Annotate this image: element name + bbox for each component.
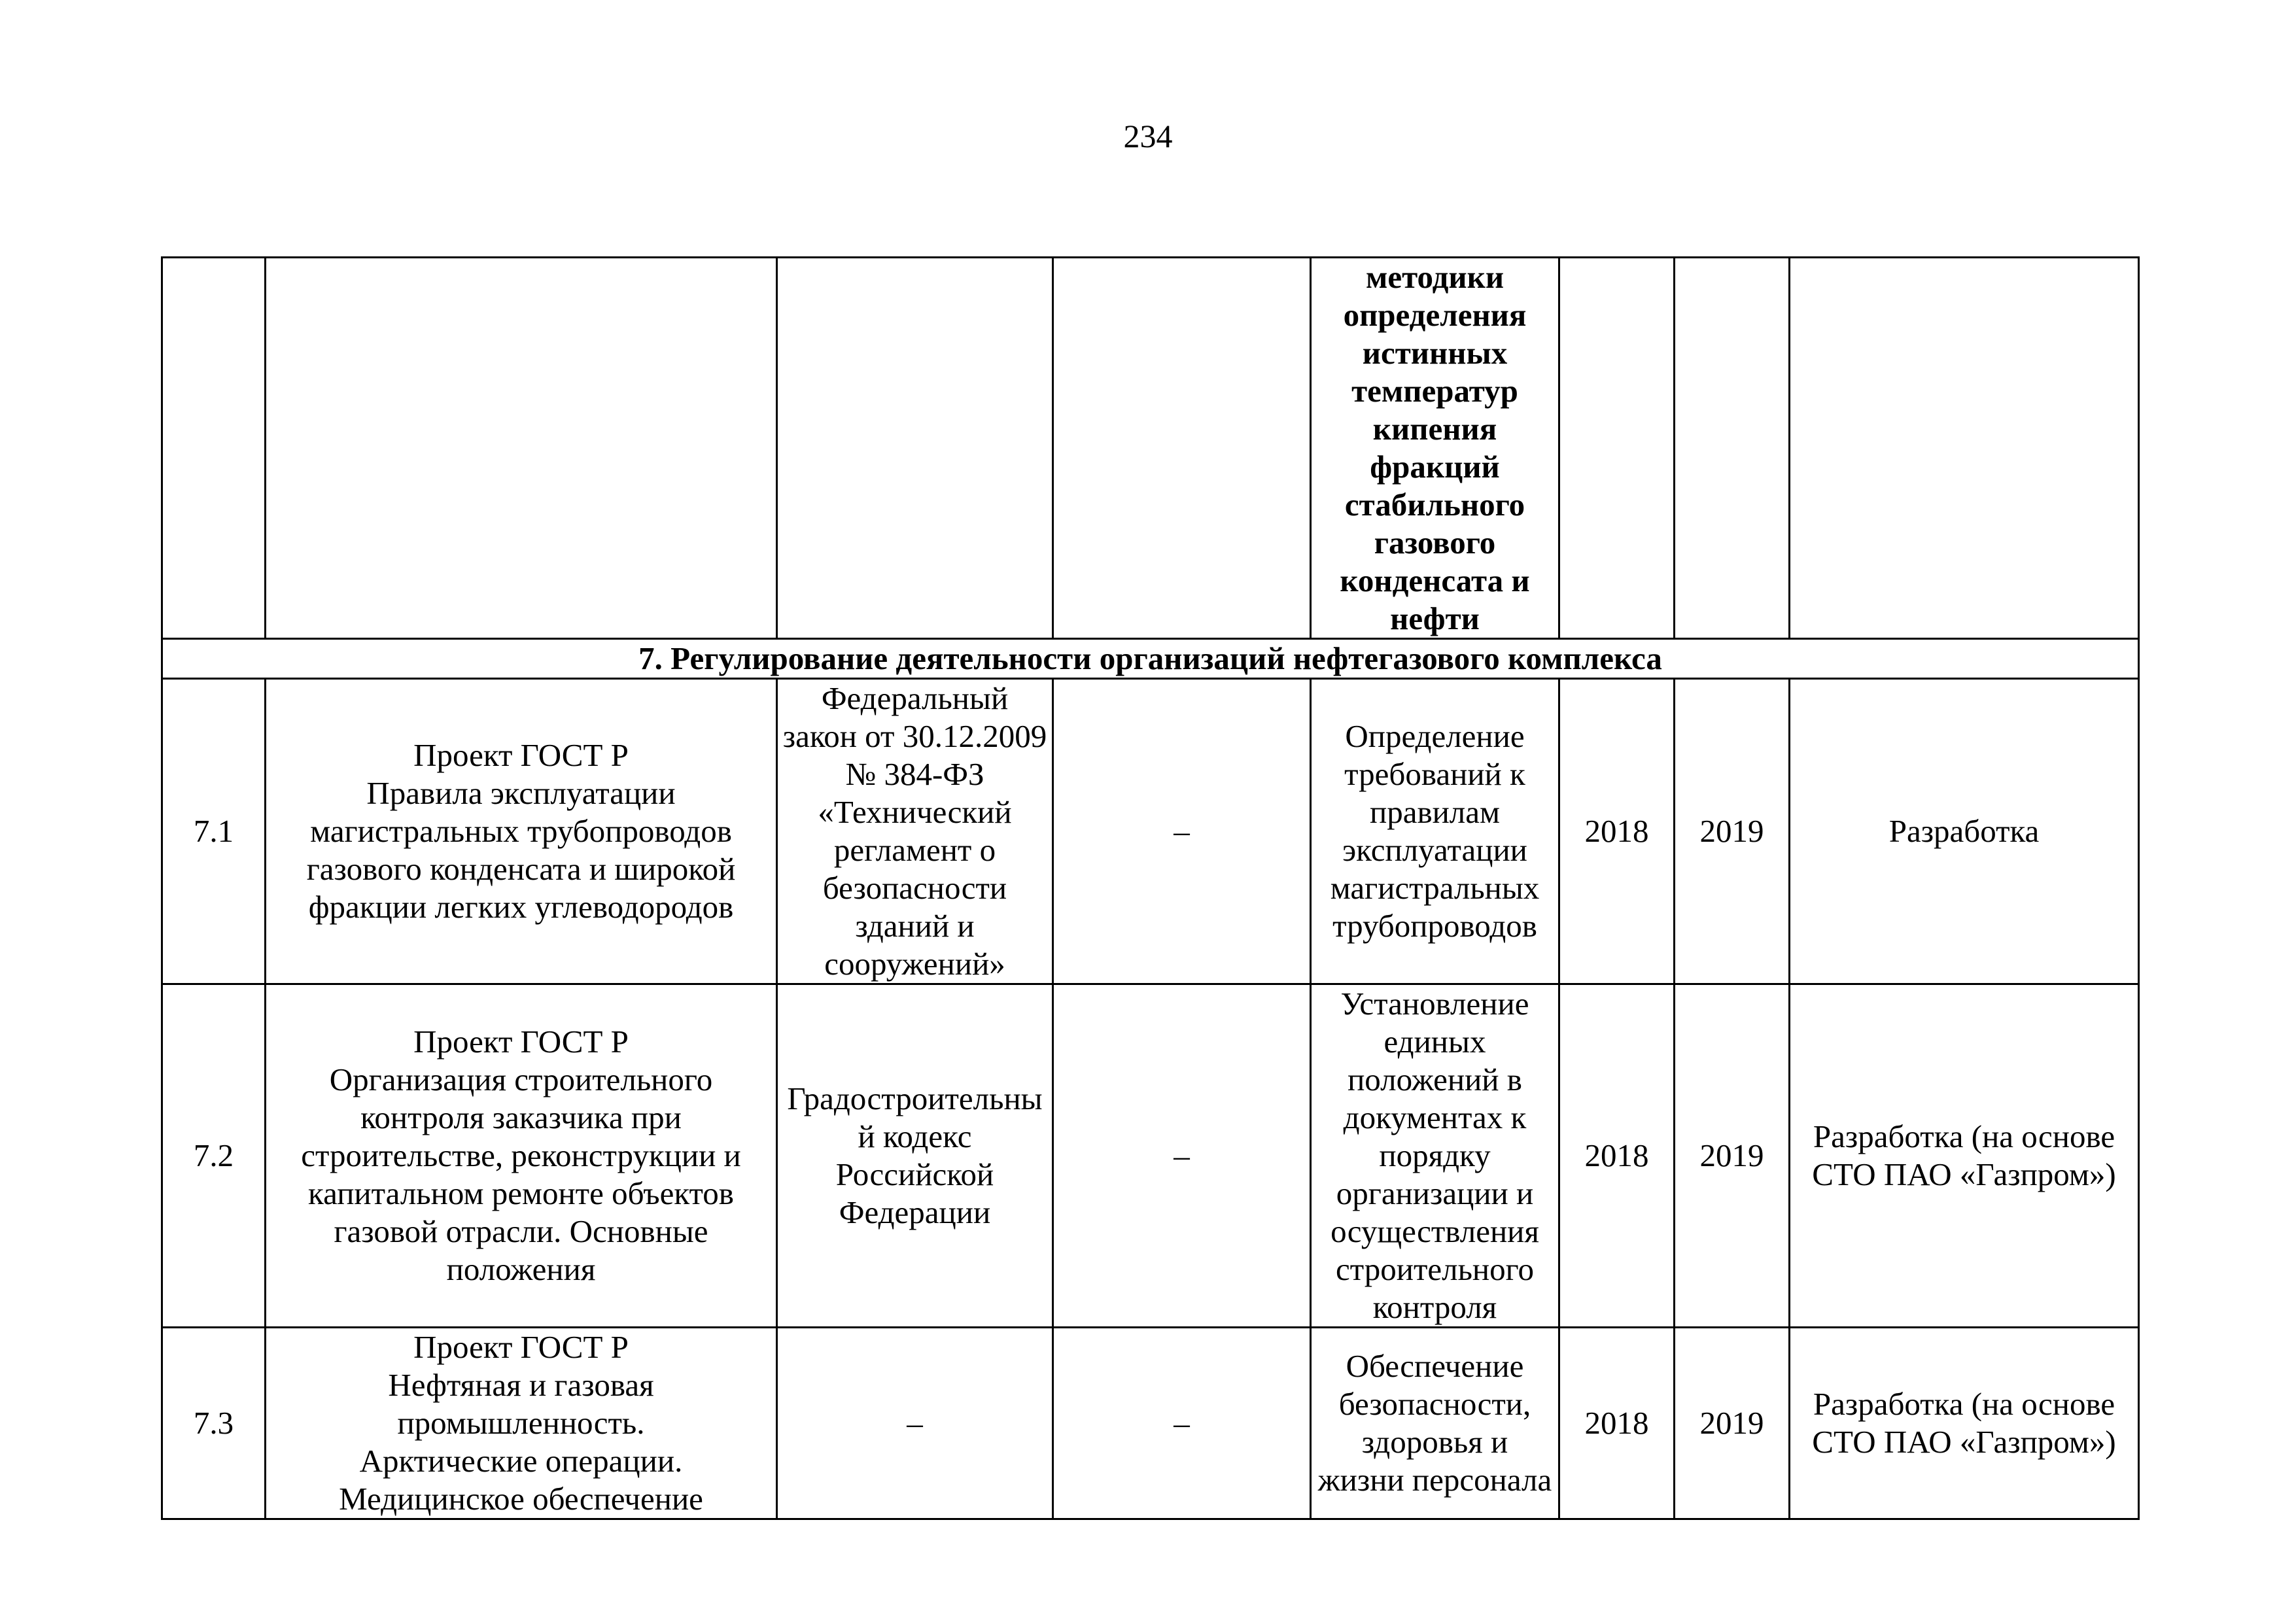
end-year-cell	[1675, 258, 1790, 639]
name-cell: Проект ГОСТ Р Правила эксплуатации магистральных трубопроводов газового конденсата и широкой фракции легких углеводородов	[266, 679, 777, 984]
end-year-cell: 2019	[1675, 679, 1790, 984]
name-cell	[266, 258, 777, 639]
col4-cell: –	[1053, 1328, 1311, 1519]
purpose-cell: Установление единых положений в документах к порядку организации и осуществления строительного контроля	[1311, 984, 1559, 1328]
note-cell: Разработка	[1790, 679, 2139, 984]
basis-cell: –	[777, 1328, 1053, 1519]
purpose-cell: Обеспечение безопасности, здоровья и жизни персонала	[1311, 1328, 1559, 1519]
basis-cell	[777, 258, 1053, 639]
note-cell: Разработка (на основе СТО ПАО «Газпром»)	[1790, 984, 2139, 1328]
table-row	[162, 1328, 2139, 1519]
col4-cell: –	[1053, 679, 1311, 984]
start-year-cell: 2018	[1559, 679, 1675, 984]
section-title: 7. Регулирование деятельности организаций нефтегазового комплекса	[162, 639, 2139, 679]
num-cell	[162, 258, 266, 639]
purpose-cell: методики определения истинных температур кипения фракций стабильного газового конденсата и нефти	[1311, 258, 1559, 639]
table-row	[162, 679, 2139, 984]
end-year-cell: 2019	[1675, 984, 1790, 1328]
start-year-cell	[1559, 258, 1675, 639]
col4-cell: –	[1053, 984, 1311, 1328]
table-row	[162, 984, 2139, 1328]
section-header-row	[162, 639, 2139, 679]
end-year-cell: 2019	[1675, 1328, 1790, 1519]
name-cell: Проект ГОСТ Р Нефтяная и газовая промышленность. Арктические операции. Медицинское обеспечение	[266, 1328, 777, 1519]
standards-table	[161, 256, 2140, 1520]
name-cell: Проект ГОСТ Р Организация строительного контроля заказчика при строительстве, реконструкции и капитальном ремонте объектов газовой отрасли. Основные положения	[266, 984, 777, 1328]
start-year-cell: 2018	[1559, 984, 1675, 1328]
purpose-cell: Определение требований к правилам эксплуатации магистральных трубопроводов	[1311, 679, 1559, 984]
note-cell	[1790, 258, 2139, 639]
col4-cell	[1053, 258, 1311, 639]
basis-cell: Градостроительны й кодекс Российской Федерации	[777, 984, 1053, 1328]
num-cell: 7.3	[162, 1328, 266, 1519]
start-year-cell: 2018	[1559, 1328, 1675, 1519]
num-cell: 7.1	[162, 679, 266, 984]
basis-cell: Федеральный закон от 30.12.2009 № 384-ФЗ «Технический регламент о безопасности зданий и сооружений»	[777, 679, 1053, 984]
num-cell: 7.2	[162, 984, 266, 1328]
note-cell: Разработка (на основе СТО ПАО «Газпром»)	[1790, 1328, 2139, 1519]
page-number: 234	[1123, 118, 1173, 154]
table-row-continued	[162, 258, 2139, 639]
